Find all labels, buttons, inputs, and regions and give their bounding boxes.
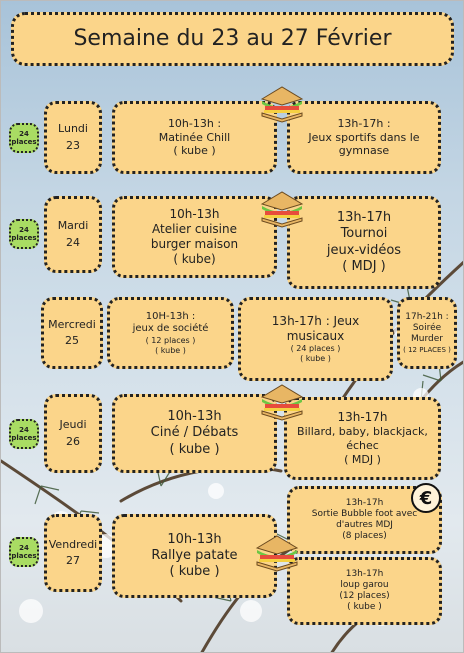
activity-time: 10h-13h : — [167, 116, 222, 130]
activity-time: 13h-17h — [345, 497, 384, 508]
day-date: 26 — [66, 434, 80, 448]
activity-line: ( 12 PLACES ) — [403, 345, 451, 354]
activity-time: 13h-17h : Jeux — [271, 314, 360, 328]
activity-line: (12 places) — [339, 591, 390, 601]
activity-line: burger maison — [150, 237, 239, 251]
activity-friday-afternoon-game — [287, 557, 442, 625]
day-name: Vendredi — [48, 537, 98, 551]
activity-line: ( kube ) — [169, 441, 220, 457]
sandwich-icon — [259, 188, 305, 228]
activity-line: Murder — [411, 334, 443, 345]
activity-line: (8 places) — [342, 531, 387, 542]
activity-line: ( MDJ ) — [344, 452, 381, 466]
activity-line: Matinée Chill — [158, 130, 231, 144]
activity-line: Rallye patate — [151, 547, 238, 563]
day-date: 23 — [66, 138, 80, 152]
activity-friday-morning — [112, 514, 277, 598]
places-badge — [9, 419, 39, 449]
page-title: Semaine du 23 au 27 Février — [73, 26, 392, 52]
day-name: Mercredi — [48, 317, 96, 331]
day-monday — [44, 101, 102, 174]
euro-symbol: € — [419, 487, 433, 509]
places-badge — [9, 123, 39, 153]
places-badge — [9, 537, 39, 567]
activity-line: musicaux — [286, 329, 345, 343]
badge-count: 24 — [19, 543, 29, 552]
day-date: 24 — [66, 235, 80, 249]
activity-line: d'autres MDJ — [336, 520, 393, 530]
activity-time: 10H-13h : — [145, 310, 196, 322]
activity-line: jeux de société — [132, 323, 209, 334]
activity-monday-morning — [112, 101, 277, 174]
day-wednesday — [41, 297, 103, 369]
activity-line: ( 24 places ) — [290, 344, 341, 353]
activity-line: Jeux sportifs dans le — [308, 130, 420, 144]
activity-line: loup garou — [340, 579, 389, 590]
badge-count: 24 — [19, 225, 29, 234]
badge-count: 24 — [19, 129, 29, 138]
activity-thursday-morning — [112, 394, 277, 473]
badge-unit: places — [11, 234, 37, 242]
day-name: Mardi — [57, 219, 89, 232]
euro-icon — [411, 483, 441, 513]
title-banner — [11, 12, 454, 66]
day-date: 27 — [66, 554, 80, 567]
activity-time: 17h-21h : — [405, 311, 449, 322]
activity-line: ( kube ) — [300, 354, 331, 363]
activity-line: Billard, baby, blackjack, — [297, 425, 428, 439]
day-thursday — [44, 394, 102, 473]
activity-wednesday-afternoon — [238, 297, 393, 381]
activity-monday-afternoon — [287, 101, 441, 174]
activity-tuesday-afternoon — [287, 196, 441, 289]
activity-thursday-afternoon — [284, 397, 441, 480]
day-date: 25 — [65, 334, 79, 347]
day-tuesday — [44, 196, 102, 273]
activity-time: 10h-13h — [167, 409, 222, 425]
activity-time: 13h-17h — [337, 410, 388, 425]
places-badge — [9, 219, 39, 249]
badge-count: 24 — [19, 425, 29, 434]
badge-unit: places — [11, 434, 37, 442]
sandwich-icon — [254, 532, 300, 572]
day-name: Jeudi — [59, 418, 87, 431]
activity-line: Tournoi — [340, 226, 388, 242]
activity-line: ( kube ) — [169, 564, 220, 580]
activity-time: 10h-13h — [167, 531, 222, 547]
sandwich-icon — [259, 381, 305, 421]
activity-time: 13h-17h — [345, 568, 384, 579]
activity-line: ( 12 places ) — [145, 335, 196, 345]
badge-unit: places — [11, 138, 37, 146]
activity-line: ( kube) — [173, 252, 216, 266]
activity-line: ( MDJ ) — [342, 258, 386, 274]
activity-line: Ciné / Débats — [150, 425, 239, 441]
activity-line: Atelier cuisine — [152, 222, 237, 236]
activity-line: ( kube ) — [155, 345, 186, 355]
activity-line: Sortie Bubble foot avec — [311, 508, 418, 519]
activity-line: Soirée — [412, 323, 442, 333]
activity-time: 13h-17h : — [337, 116, 391, 130]
activity-line: gymnase — [338, 144, 390, 158]
badge-unit: places — [11, 552, 37, 560]
sandwich-icon — [259, 83, 305, 123]
activity-line: ( kube ) — [173, 144, 216, 158]
activity-line: jeux-vidéos — [326, 242, 402, 258]
activity-tuesday-morning — [112, 196, 277, 278]
activity-time: 13h-17h — [336, 210, 392, 225]
activity-wednesday-evening — [397, 297, 457, 369]
activity-time: 10h-13h — [169, 207, 220, 221]
activity-wednesday-morning — [107, 297, 234, 369]
activity-line: échec — [346, 439, 379, 453]
activity-line: ( kube ) — [347, 602, 382, 613]
day-name: Lundi — [58, 122, 88, 135]
day-friday — [44, 514, 102, 592]
